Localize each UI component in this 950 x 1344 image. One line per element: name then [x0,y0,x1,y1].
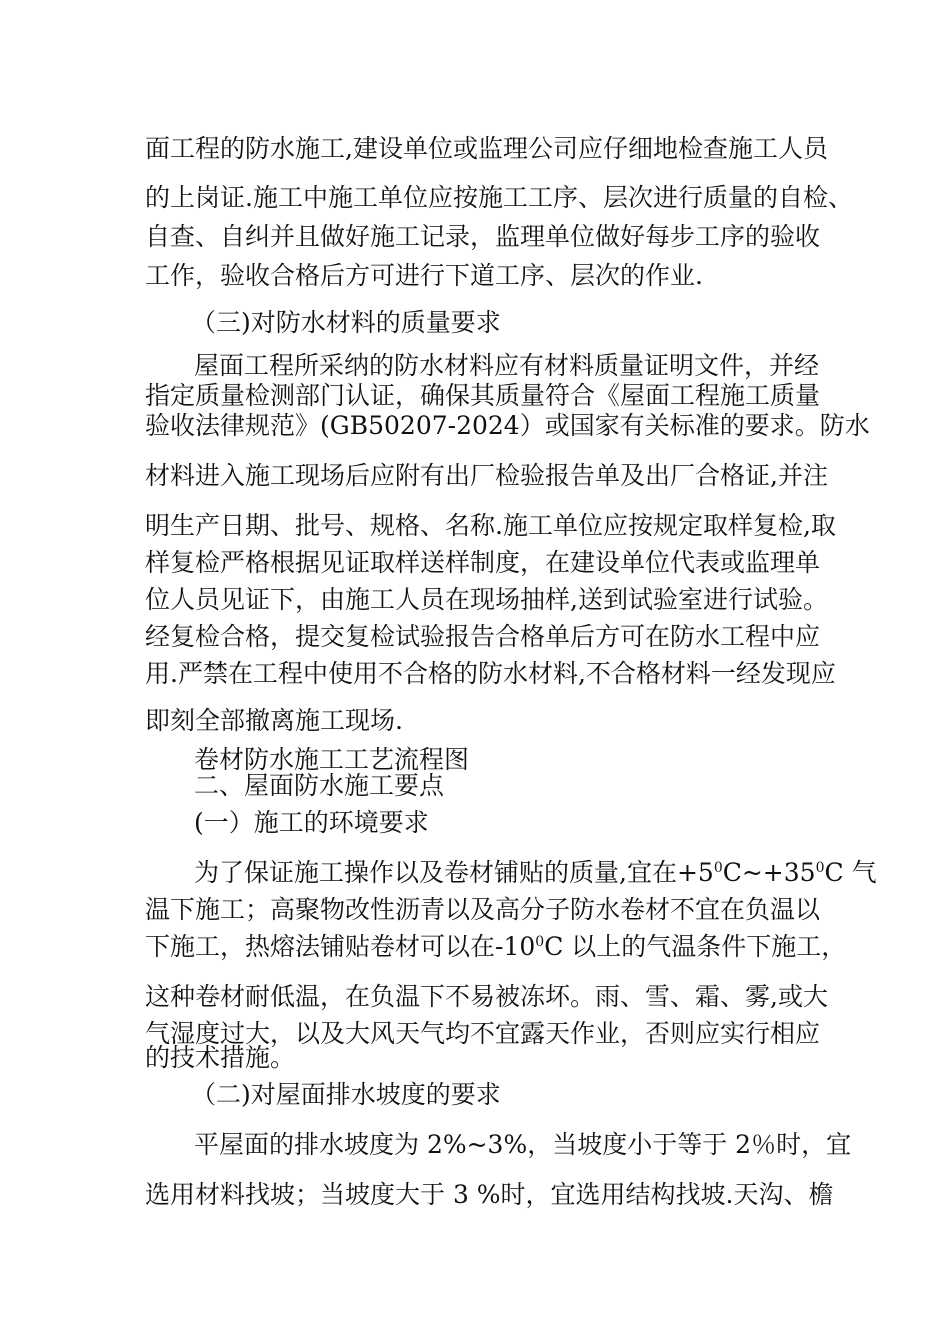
superscript: 0 [535,934,545,950]
temperature-line [194,858,877,888]
body-text-line: 验收法律规范》(GB50207-2024）或国家有关标准的要求。防水 [145,411,870,440]
section-heading: 二、屋面防水施工要点 [194,771,445,800]
text-run: C 以上的气温条件下施工， [544,932,847,961]
text-run: C 气 [824,858,877,887]
body-text-line: 样复检严格根据见证取样送样制度，在建设单位代表或监理单 [145,548,821,577]
text-run: C~+35 [722,858,816,887]
body-text-line: 位人员见证下，由施工人员在现场抽样,送到试验室进行试验。 [145,585,828,614]
body-text-line: 的技术措施。 [145,1043,296,1072]
body-text-line: 指定质量检测部门认证，确保其质量符合《屋面工程施工质量 [145,381,821,410]
section-heading: （二)对屋面排水坡度的要求 [191,1080,501,1109]
body-text-line: 经复检合格，提交复检试验报告合格单后方可在防水工程中应 [145,622,821,651]
body-text-line: 材料进入施工现场后应附有出厂检验报告单及出厂合格证,并注 [145,461,828,490]
body-text-line: 工作，验收合格后方可进行下道工序、层次的作业. [145,261,703,290]
figure-caption: 卷材防水施工工艺流程图 [194,745,470,774]
body-text-line: 选用材料找坡；当坡度大于 3 %时，宜选用结构找坡.天沟、檐 [145,1180,834,1209]
body-text-line: 平屋面的排水坡度为 2%~3%，当坡度小于等于 2％时，宜 [194,1130,852,1159]
superscript: 0 [815,860,825,876]
body-text-line: 面工程的防水施工,建设单位或监理公司应仔细地检查施工人员 [145,134,828,163]
body-text-line: 用.严禁在工程中使用不合格的防水材料,不合格材料一经发现应 [145,659,836,688]
body-text-line: 屋面工程所采纳的防水材料应有材料质量证明文件，并经 [194,351,820,380]
body-text-line: 这种卷材耐低温，在负温下不易被冻坏。雨、雪、霜、雾,或大 [145,982,828,1011]
text-run: 为了保证施工操作以及卷材铺贴的质量,宜在+5 [194,858,714,887]
superscript: 0 [713,860,723,876]
body-text-line: 的上岗证.施工中施工单位应按施工工序、层次进行质量的自检、 [145,183,853,212]
body-text-line: 温下施工；高聚物改性沥青以及高分子防水卷材不宜在负温以 [145,895,821,924]
body-text-line: 明生产日期、批号、规格、名称.施工单位应按规定取样复检,取 [145,511,836,540]
body-text-line: 自查、自纠并且做好施工记录，监理单位做好每步工序的验收 [145,222,821,251]
section-heading: (一）施工的环境要求 [194,808,429,837]
section-heading: （三)对防水材料的质量要求 [191,308,501,337]
text-run: 下施工，热熔法铺贴卷材可以在-10 [145,932,536,961]
body-text-line: 即刻全部撤离施工现场. [145,706,403,735]
low-temperature-line [145,932,846,962]
body-text-line: 气湿度过大，以及大风天气均不宜露天作业，否则应实行相应 [145,1019,821,1048]
